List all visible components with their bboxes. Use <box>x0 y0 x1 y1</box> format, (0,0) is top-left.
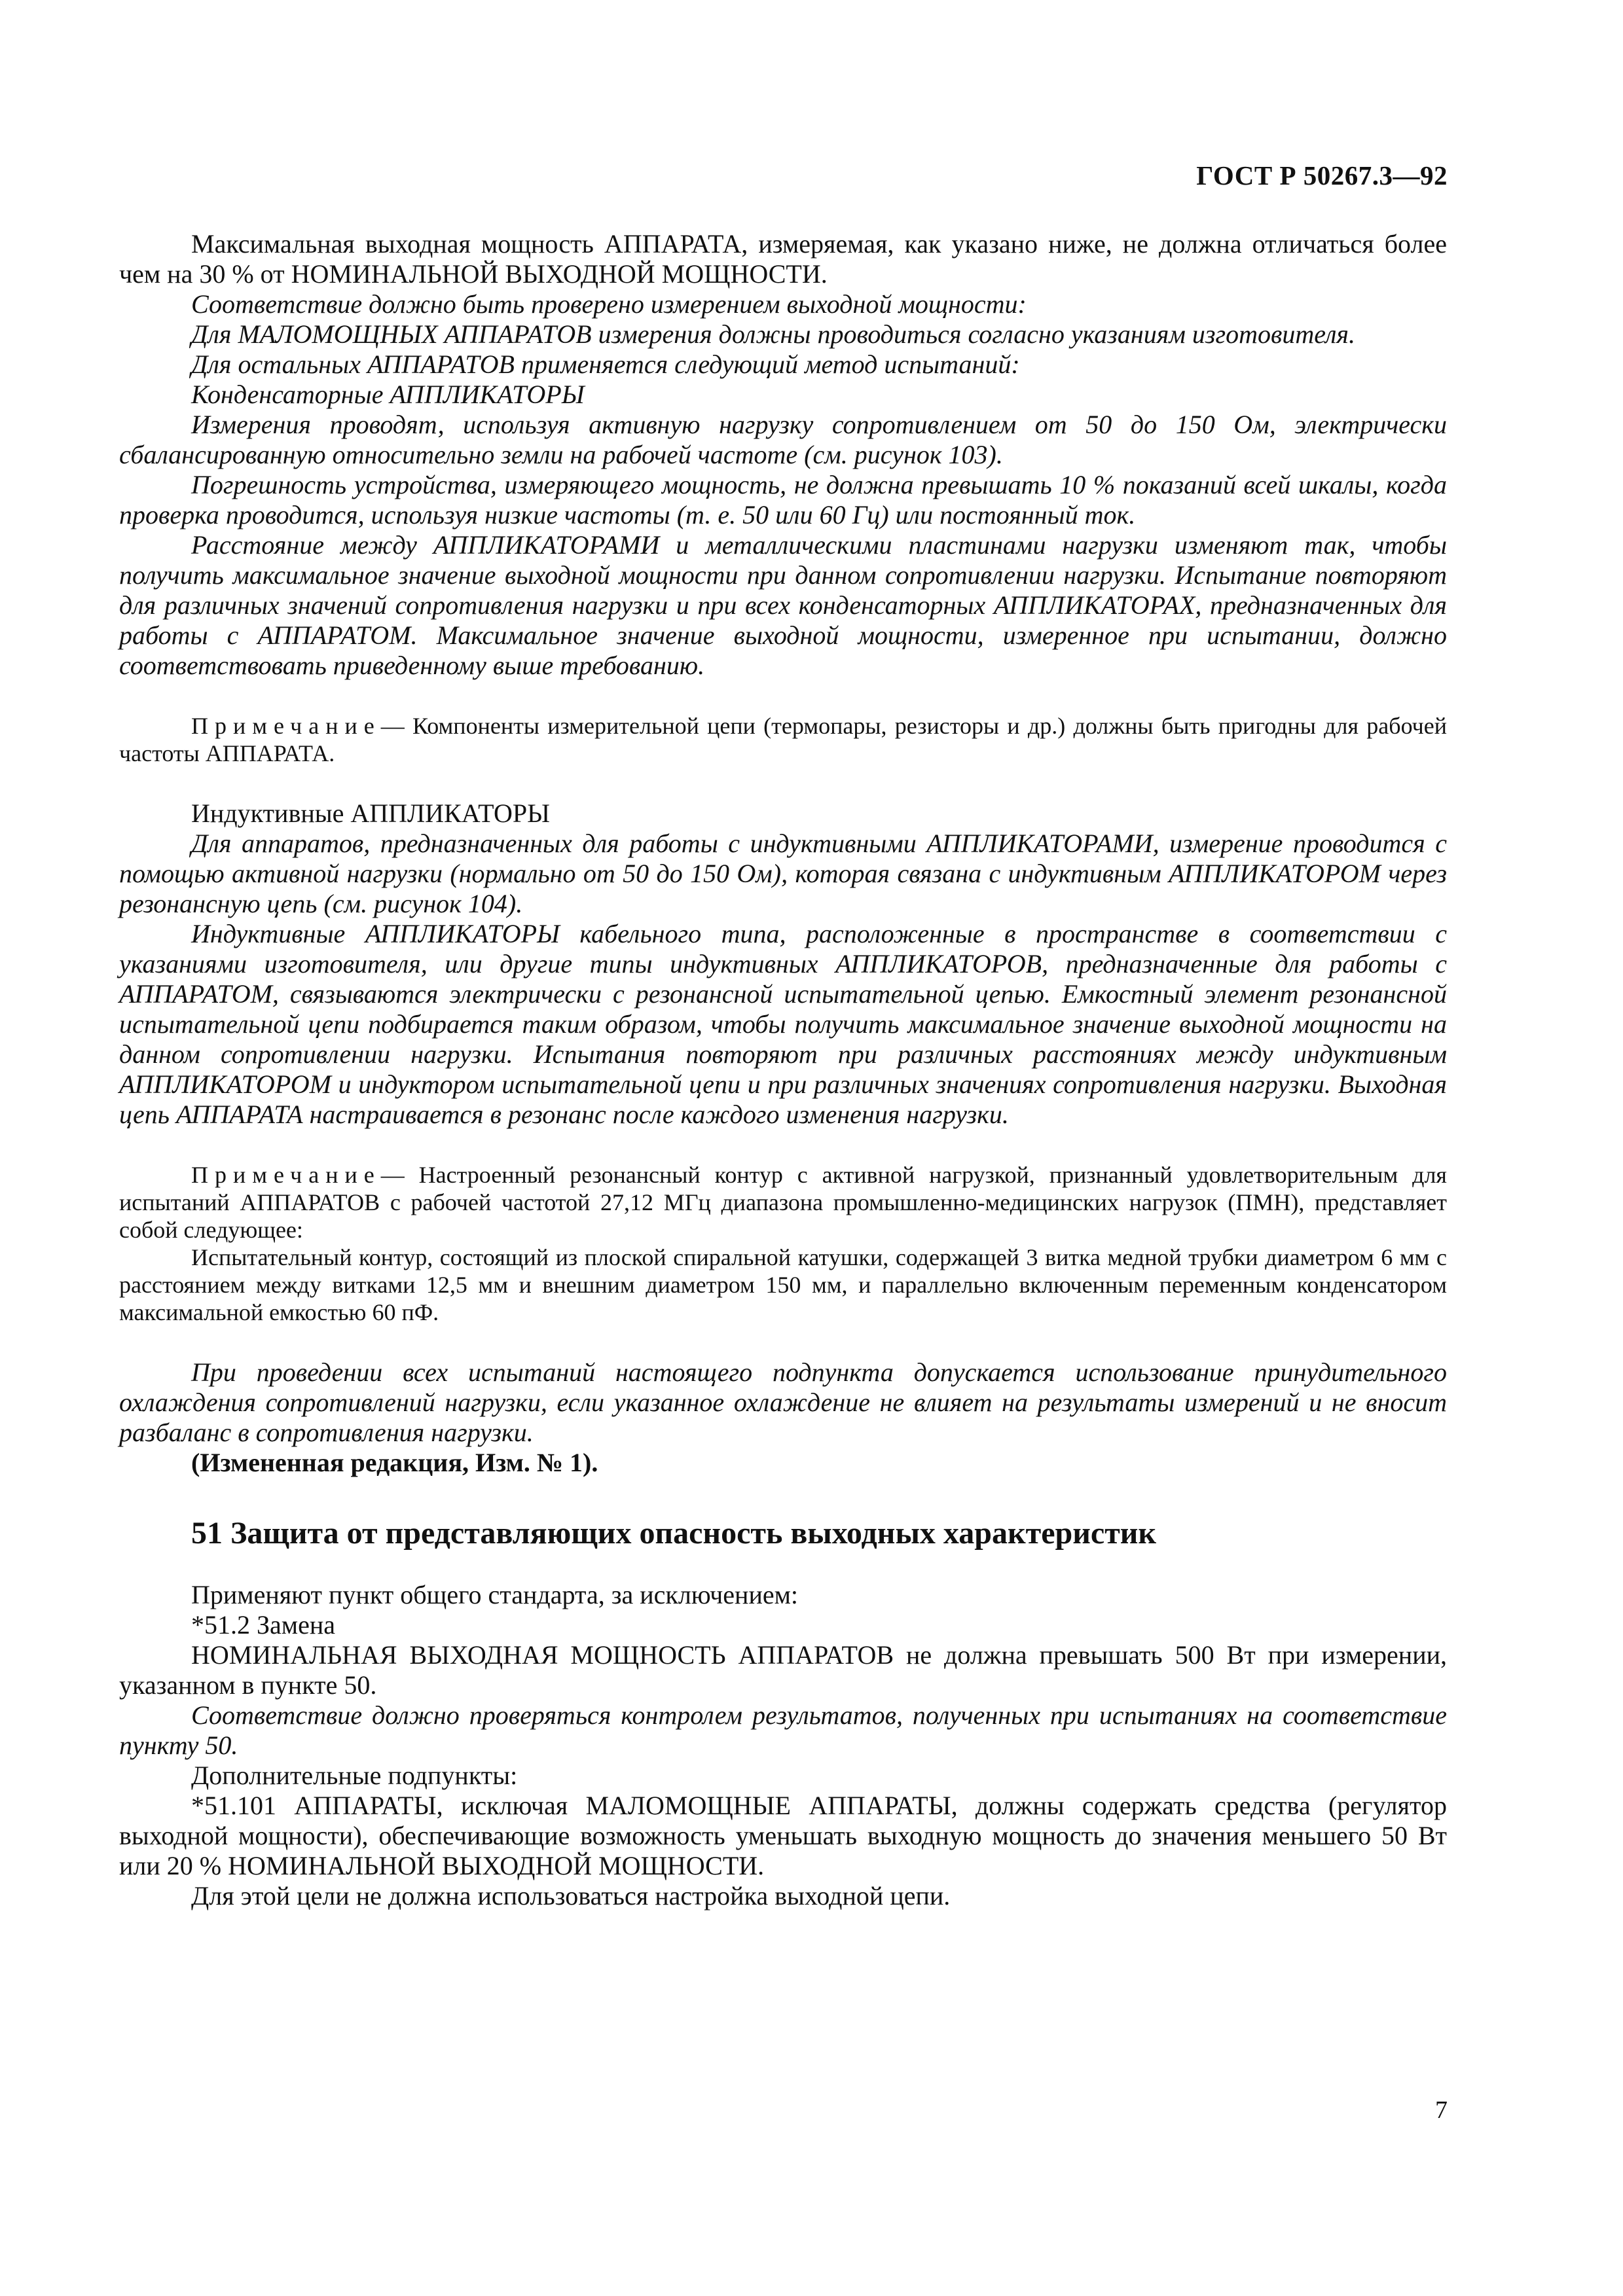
note-label: Примечание <box>191 713 381 739</box>
section-title: 51 Защита от представляющих опасность выходных характеристик <box>191 1516 1157 1551</box>
note-text: — Компоненты измерительной цепи (термопары, резисторы и др.) должны быть пригодны для рабочей частоты АППАРАТА. <box>119 713 1447 766</box>
paragraph-compliance-check: Соответствие должно быть проверено измерением выходной мощности: <box>191 289 1027 319</box>
paragraph-cable-applicators: Индуктивные АППЛИКАТОРЫ кабельного типа, расположенные в пространстве в соответствии с указаниями изготовителя, или другие типы индуктивных АППЛИКАТОРОВ, предназначенные для работы с АППАРАТОМ, связываются электрически с резонансной испытательной цепью. Емкостный элемент резонансной испытательной цепи подбирается таким образом, чтобы получить максимальное значение выходной мощности на данном сопротивлении нагрузки. Испытания повторяют при различных расстояниях между индуктивным АППЛИКАТОРОМ и индуктором испытательной цепи и при различных значениях сопротивления нагрузки. Выходная цепь АППАРАТА настраивается в резонанс после каждого изменения нагрузки. <box>119 919 1447 1129</box>
paragraph-compliance-51: Соответствие должно проверяться контролем результатов, полученных при испытаниях на соответствие пункту 50. <box>119 1700 1447 1760</box>
paragraph-amendment: (Измененная редакция, Изм. № 1). <box>191 1448 598 1477</box>
paragraph-low-power-devices: Для МАЛОМОЩНЫХ АППАРАТОВ измерения должны проводиться согласно указаниям изготовителя. <box>191 319 1356 349</box>
paragraph-measurement-error: Погрешность устройства, измеряющего мощность, не должна превышать 10 % показаний всей шкалы, когда проверка проводится, используя низкие частоты (т. е. 50 или 60 Гц) или постоянный ток. <box>119 470 1447 529</box>
paragraph-capacitor-applicators: Конденсаторные АППЛИКАТОРЫ <box>191 380 585 409</box>
note-text: — Настроенный резонансный контур с активной нагрузкой, признанный удовлетворительным для испытаний АППАРАТОВ с рабочей частотой 27,12 МГц диапазона промышленно-медицинских нагрузок (ПМН), представляет собой следующее: <box>119 1162 1447 1243</box>
paragraph-measurement-load: Измерения проводят, используя активную нагрузку сопротивлением от 50 до 150 Ом, электрически сбалансированную относительно земли на рабочей частоте (см. рисунок 103). <box>119 410 1447 469</box>
paragraph-applicator-distance: Расстояние между АППЛИКАТОРАМИ и металлическими пластинами нагрузки изменяют так, чтобы получить максимальное значение выходной мощности при данном сопротивлении нагрузки. Испытание повторяют для различных значений сопротивления нагрузки и при всех конденсаторных АППЛИКАТОРАХ, предназначенных для работы с АППАРАТОМ. Максимальное значение выходной мощности, измеренное при испытании, должно соответствовать приведенному выше требованию. <box>119 530 1447 680</box>
standard-header: ГОСТ Р 50267.3—92 <box>1196 160 1448 190</box>
paragraph-forced-cooling: При проведении всех испытаний настоящего подпункта допускается использование принудительного охлаждения сопротивлений нагрузки, если указанное охлаждение не влияет на результаты измерений и не вносит разбаланс в сопротивления нагрузки. <box>119 1357 1447 1447</box>
paragraph-max-output-power: Максимальная выходная мощность АППАРАТА, измеряемая, как указано ниже, не должна отличаться более чем на 30 % от НОМИНАЛЬНОЙ ВЫХОДНОЙ МОЩНОСТИ. <box>119 229 1447 289</box>
page-number: 7 <box>1435 2096 1448 2124</box>
subsection-51-2: *51.2 Замена <box>191 1610 336 1640</box>
section-intro: Применяют пункт общего стандарта, за исключением: <box>191 1580 799 1609</box>
paragraph-additional-subclauses: Дополнительные подпункты: <box>191 1761 518 1790</box>
paragraph-inductive-measurement: Для аппаратов, предназначенных для работы с индуктивными АППЛИКАТОРАМИ, измерение проводится с помощью активной нагрузки (нормально от 50 до 150 Ом), которая связана с индуктивным АППЛИКАТОРОМ через резонансную цепь (см. рисунок 104). <box>119 829 1447 918</box>
note-measurement-components <box>119 712 1447 767</box>
paragraph-inductive-applicators: Индуктивные АППЛИКАТОРЫ <box>191 798 551 828</box>
subsection-51-101: *51.101 АППАРАТЫ, исключая МАЛОМОЩНЫЕ АППАРАТЫ, должны содержать средства (регулятор выходной мощности), обеспечивающие возможность уменьшать выходную мощность до значения меньшего 50 Вт или 20 % НОМИНАЛЬНОЙ ВЫХОДНОЙ МОЩНОСТИ. <box>119 1791 1447 1880</box>
note-resonant-circuit <box>119 1161 1447 1244</box>
document-body <box>119 229 1447 1911</box>
paragraph-other-devices: Для остальных АППАРАТОВ применяется следующий метод испытаний: <box>191 350 1020 379</box>
note-test-circuit-description: Испытательный контур, состоящий из плоской спиральной катушки, содержащей 3 витка медной трубки диаметром 6 мм с расстоянием между витками 12,5 мм и внешним диаметром 150 мм, и параллельно включенным переменным конденсатором максимальной емкостью 60 пФ. <box>119 1244 1447 1325</box>
paragraph-rated-power-limit: НОМИНАЛЬНАЯ ВЫХОДНАЯ МОЩНОСТЬ АППАРАТОВ не должна превышать 500 Вт при измерении, указанном в пункте 50. <box>119 1640 1447 1700</box>
paragraph-output-circuit-tuning: Для этой цели не должна использоваться настройка выходной цепи. <box>191 1881 951 1910</box>
note-label: Примечание <box>191 1162 381 1188</box>
